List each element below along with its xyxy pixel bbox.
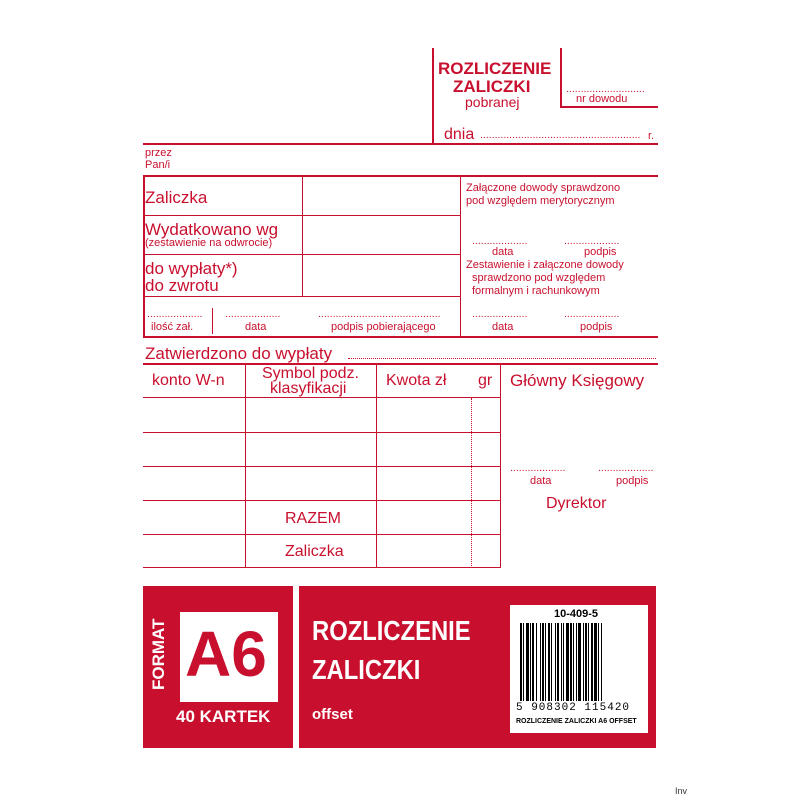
advance-amount-field[interactable] xyxy=(304,177,459,214)
summary-sign-label: podpis xyxy=(580,321,613,333)
barcode-bar xyxy=(588,623,589,701)
barcode-bar xyxy=(598,623,599,701)
catalog-number: 10-409-5 xyxy=(554,608,599,620)
barcode-bar xyxy=(573,623,574,701)
summary-date-label: data xyxy=(492,321,514,333)
barcode-bar xyxy=(536,623,537,701)
table-header-rule xyxy=(143,397,501,398)
form-title-line1: ROZLICZENIE xyxy=(438,59,552,78)
doc-number-dots: ........................... xyxy=(566,83,645,95)
attachments-label: ilość zał. xyxy=(151,321,194,333)
attachments-dots[interactable]: ................... xyxy=(147,308,203,320)
verified-line2: pod względem merytorycznym xyxy=(466,195,615,207)
sheets-count: 40 KARTEK xyxy=(176,707,271,726)
table-top-rule xyxy=(143,363,658,365)
table-row-rule-3 xyxy=(143,500,501,501)
verified-line1: Załączone dowody sprawdzono xyxy=(466,182,621,194)
attachments-separator xyxy=(212,308,213,334)
barcode-bar xyxy=(520,623,522,701)
taker-date-dots[interactable]: ................... xyxy=(225,308,281,320)
col-symbol-header-2: klasyfikacji xyxy=(270,380,347,397)
summary-sign-dots[interactable]: ................... xyxy=(564,308,620,320)
summary-line2: sprawdzono pod względem xyxy=(472,272,606,284)
table-row-rule-2 xyxy=(143,466,501,467)
taker-signature-dots[interactable]: .......................................... xyxy=(318,308,441,320)
chief-accountant-label: Główny Księgowy xyxy=(510,371,645,390)
barcode-bar xyxy=(570,623,572,701)
barcode-bar xyxy=(530,623,531,701)
paper-type: offset xyxy=(312,706,353,723)
col-gr-header: gr xyxy=(478,372,493,389)
col-amount-header: Kwota zł xyxy=(386,372,447,389)
chief-date-label: data xyxy=(530,475,552,487)
to-return-label: do zwrotu xyxy=(145,276,219,295)
taker-date-label: data xyxy=(245,321,267,333)
chief-sign-label: podpis xyxy=(616,475,649,487)
name-label: Pan/i xyxy=(145,159,171,171)
format-label: FORMAT xyxy=(149,618,168,690)
barcode-bar xyxy=(561,623,562,701)
right-panel-divider xyxy=(460,175,461,337)
barcode-digits: 5 908302 115420 xyxy=(516,702,631,714)
left-grid-divider xyxy=(302,175,303,297)
chief-date-dots[interactable]: ................... xyxy=(510,462,566,474)
through-label: przez xyxy=(145,147,172,159)
date-field[interactable]: ....................................................... xyxy=(480,129,641,141)
header-left-border xyxy=(432,48,434,144)
header-mid-border xyxy=(560,48,562,108)
barcode-bar xyxy=(542,623,544,701)
table-col-gr-dotted xyxy=(471,398,472,568)
barcode-bar xyxy=(566,623,569,701)
approved-label: Zatwierdzono do wypłaty xyxy=(145,344,333,363)
date-label: dnia xyxy=(444,126,475,143)
balance-amount-field[interactable] xyxy=(304,256,459,295)
top-rule xyxy=(143,143,658,145)
to-pay-label: do wypłaty*) xyxy=(145,259,238,278)
barcode-bar xyxy=(526,623,529,701)
total-label: RAZEM xyxy=(285,510,341,527)
barcode-bar xyxy=(523,623,524,701)
director-label: Dyrektor xyxy=(546,495,607,512)
table-row-rule-4 xyxy=(143,534,501,535)
barcode-bar xyxy=(532,623,534,701)
barcode-bar xyxy=(557,623,559,701)
product-title-line1: ROZLICZENIE xyxy=(312,615,471,646)
barcode-bar xyxy=(576,623,577,701)
spent-label: Wydatkowano wg xyxy=(145,220,279,239)
verified-sign-dots[interactable]: ................... xyxy=(564,235,620,247)
spent-note: (zestawienie na odwrocie) xyxy=(145,237,273,249)
barcode-bar xyxy=(551,623,552,701)
barcode-bar xyxy=(563,623,564,701)
verified-date-label: data xyxy=(492,246,514,258)
corner-mark: Inv xyxy=(675,786,688,796)
barcode-bar xyxy=(578,623,581,701)
col-symbol-header-1: Symbol podz. xyxy=(262,365,359,382)
barcode-caption: ROZLICZENIE ZALICZKI A6 OFFSET xyxy=(516,718,637,725)
chief-sign-dots[interactable]: ................... xyxy=(598,462,654,474)
header-docnum-underline xyxy=(560,106,658,108)
barcode xyxy=(520,623,638,701)
barcode-bar xyxy=(591,623,593,701)
barcode-bar xyxy=(548,623,550,701)
date-suffix: r. xyxy=(648,130,655,142)
summary-date-dots[interactable]: ................... xyxy=(472,308,528,320)
taker-signature-label: podpis pobierającego xyxy=(331,321,436,333)
verified-date-dots[interactable]: ................... xyxy=(472,235,528,247)
row-rule-3 xyxy=(143,296,461,297)
col-account-header: konto W-n xyxy=(152,372,225,389)
spent-amount-field[interactable] xyxy=(304,217,459,253)
barcode-bar xyxy=(601,623,602,701)
approved-top-rule xyxy=(143,336,658,338)
verified-sign-label: podpis xyxy=(584,246,617,258)
barcode-bar xyxy=(545,623,546,701)
doc-number-label: nr dowodu xyxy=(576,93,628,105)
row-rule-1 xyxy=(143,215,461,216)
table-advance-label: Zaliczka xyxy=(285,543,344,560)
barcode-bar xyxy=(555,623,556,701)
summary-line1: Zestawienie i załączone dowody xyxy=(466,259,624,271)
product-title-line2: ZALICZKI xyxy=(312,654,421,685)
barcode-bar xyxy=(540,623,541,701)
barcode-bar xyxy=(594,623,597,701)
advance-label: Zaliczka xyxy=(145,188,208,207)
table-bottom-rule xyxy=(143,567,501,568)
barcode-bar xyxy=(583,623,584,701)
approved-amount-field[interactable] xyxy=(348,358,656,359)
summary-line3: formalnym i rachunkowym xyxy=(472,285,600,297)
barcode-bar xyxy=(585,623,587,701)
form-title-line2: ZALICZKI xyxy=(453,77,531,96)
format-value: A6 xyxy=(185,618,267,690)
row-rule-2 xyxy=(143,254,461,255)
form-title-line3: pobranej xyxy=(465,94,520,110)
table-row-rule-1 xyxy=(143,432,501,433)
